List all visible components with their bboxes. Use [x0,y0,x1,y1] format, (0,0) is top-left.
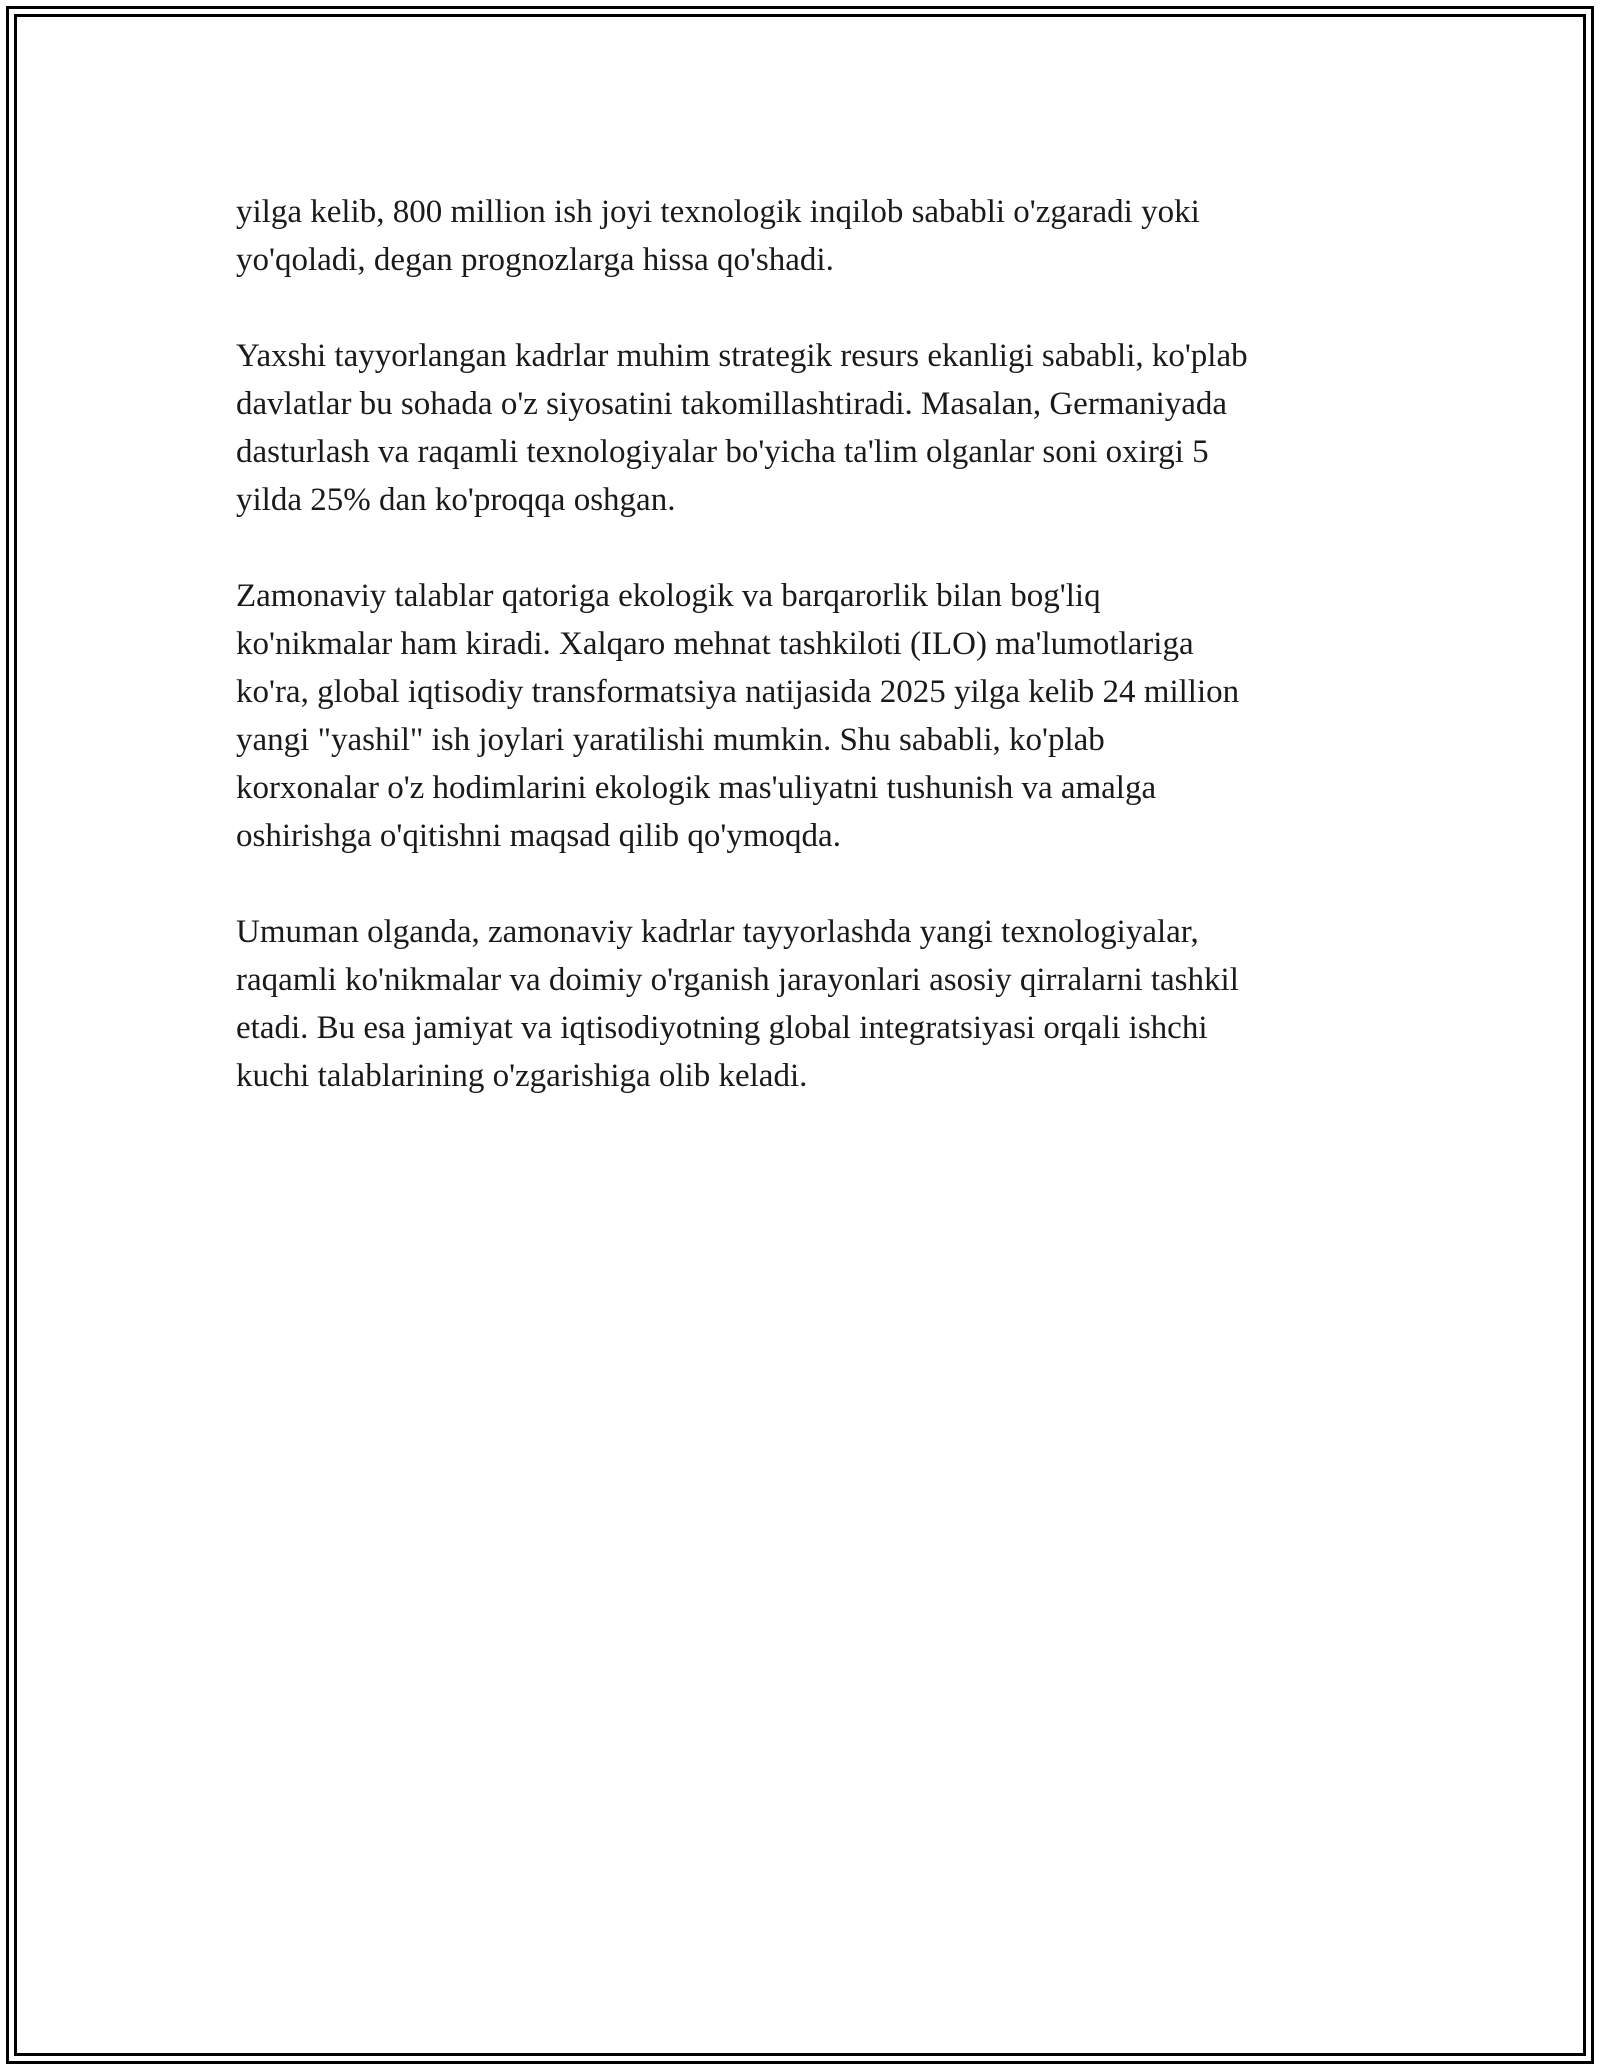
text-line: Yaxshi tayyorlangan kadrlar muhim strategik resurs ekanligi sababli, ko'plab [236,338,1248,374]
document-body [236,188,1376,1148]
text-line: raqamli ko'nikmalar va doimiy o'rganish jarayonlari asosiy qirralarni tashkil [236,962,1239,998]
text-line: ko'nikmalar ham kiradi. Xalqaro mehnat tashkiloti (ILO) ma'lumotlariga [236,626,1194,662]
text-line: yilda 25% dan ko'proqqa oshgan. [236,482,676,518]
text-line: dasturlash va raqamli texnologiyalar bo'yicha ta'lim olganlar soni oxirgi 5 [236,434,1209,470]
paragraph [236,188,1376,284]
text-line: Zamonaviy talablar qatoriga ekologik va barqarorlik bilan bog'liq [236,578,1101,614]
text-line: korxonalar o'z hodimlarini ekologik mas'uliyatni tushunish va amalga [236,770,1157,806]
text-line: yo'qoladi, degan prognozlarga hissa qo'shadi. [236,242,834,278]
text-line: etadi. Bu esa jamiyat va iqtisodiyotning global integratsiyasi orqali ishchi [236,1010,1208,1046]
paragraph [236,332,1376,524]
text-line: Umuman olganda, zamonaviy kadrlar tayyorlashda yangi texnologiyalar, [236,914,1199,950]
paragraph [236,908,1376,1100]
paragraph [236,572,1376,860]
text-line: yilga kelib, 800 million ish joyi texnologik inqilob sababli o'zgaradi yoki [236,194,1200,230]
text-line: ko'ra, global iqtisodiy transformatsiya natijasida 2025 yilga kelib 24 million [236,674,1240,710]
text-line: oshirishga o'qitishni maqsad qilib qo'ymoqda. [236,818,841,854]
text-line: davlatlar bu sohada o'z siyosatini takomillashtiradi. Masalan, Germaniyada [236,386,1228,422]
text-line: kuchi talablarining o'zgarishiga olib keladi. [236,1058,808,1094]
text-line: yangi "yashil" ish joylari yaratilishi mumkin. Shu sababli, ko'plab [236,722,1105,758]
